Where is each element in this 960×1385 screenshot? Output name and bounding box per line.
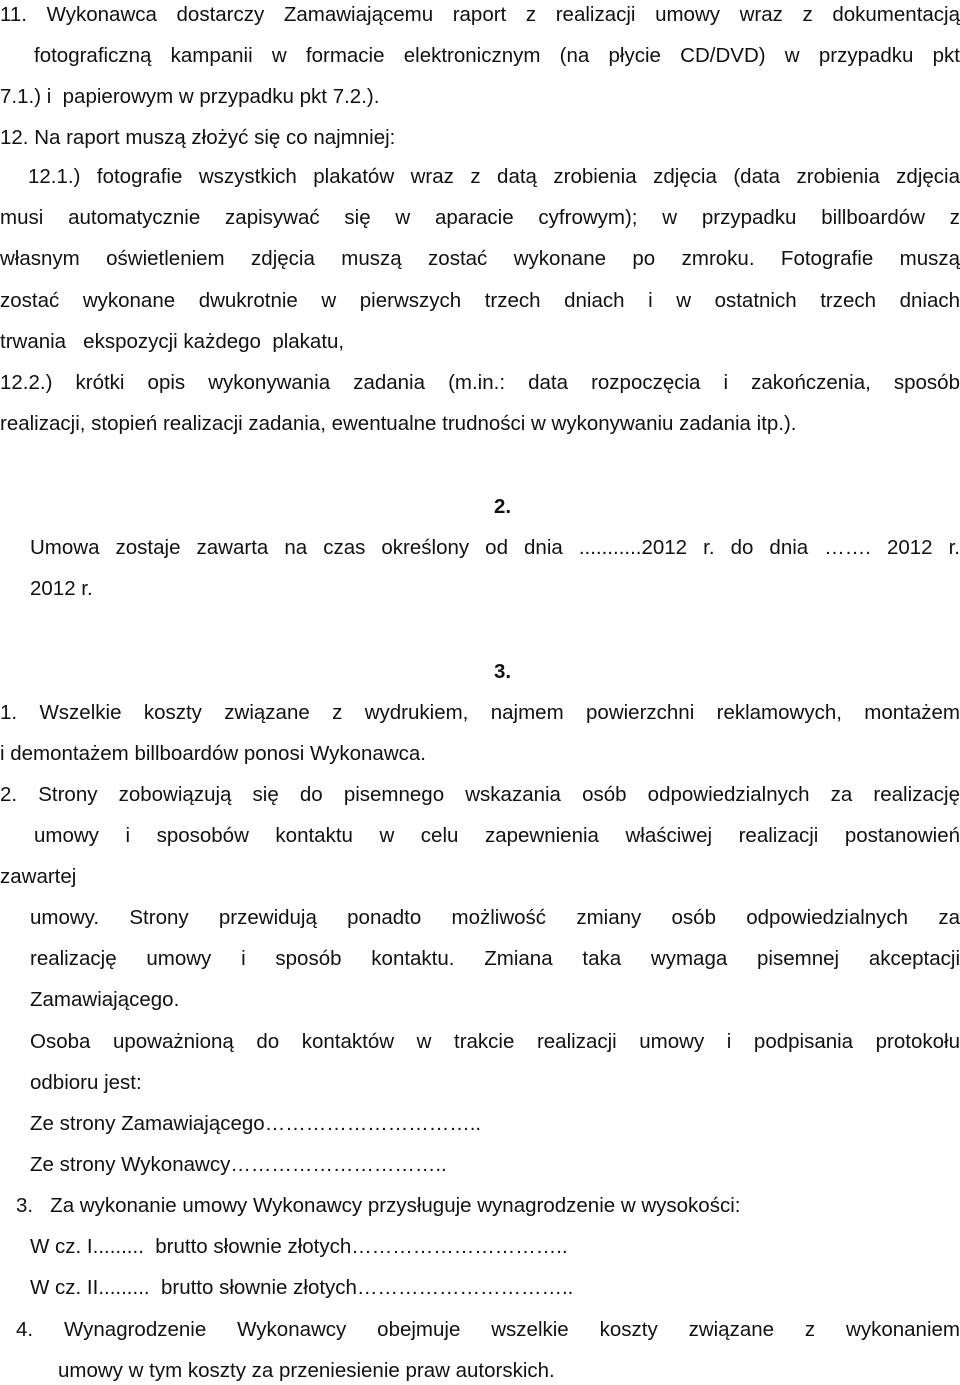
section-3-item-2-line-5: realizację umowy i sposób kontaktu. Zmiana taka wymaga pisemnej akceptacji: [30, 947, 960, 970]
section-2-heading: 2.: [494, 495, 512, 518]
remuneration-part-2: W cz. II......... brutto słownie złotych…………………………..: [30, 1276, 574, 1299]
section-3-item-2-line-1: 2. Strony zobowiązują się do pisemnego wskazania osób odpowiedzialnych za realizację: [0, 783, 960, 806]
section-3-item-3: 3. Za wykonanie umowy Wykonawcy przysługuje wynagrodzenie w wysokości:: [16, 1194, 741, 1217]
paragraph-11-line-1: 11. Wykonawca dostarczy Zamawiającemu raport z realizacji umowy wraz z dokumentacją: [0, 3, 960, 26]
section-2-text-line-1: Umowa zostaje zawarta na czas określony od dnia ...........2012 r. do dnia ……. 2012 r.: [30, 536, 960, 559]
item-12-1-line-1: 12.1.) fotografie wszystkich plakatów wraz z datą zrobienia zdjęcia (data zrobienia zdjęcia: [28, 165, 960, 188]
section-3-item-4-line-2: umowy w tym koszty za przeniesienie praw autorskich.: [58, 1359, 555, 1382]
section-3-item-2-line-2: umowy i sposobów kontaktu w celu zapewnienia właściwej realizacji postanowień: [34, 824, 960, 847]
item-12-1-line-5: trwania ekspozycji każdego plakatu,: [0, 330, 345, 353]
section-3-item-4-line-1: 4. Wynagrodzenie Wykonawcy obejmuje wszelkie koszty związane z wykonaniem: [16, 1318, 960, 1341]
section-3-item-2-line-6: Zamawiającego.: [30, 988, 180, 1011]
paragraph-11-line-2: fotograficzną kampanii w formacie elektronicznym (na płycie CD/DVD) w przypadku pkt: [34, 44, 960, 67]
item-12-1-line-3: własnym oświetleniem zdjęcia muszą zostać wykonane po zmroku. Fotografie muszą: [0, 247, 960, 270]
item-12-2-line-2: realizacji, stopień realizacji zadania, ewentualne trudności w wykonywaniu zadania itp.).: [0, 412, 797, 435]
item-12-1-line-4: zostać wykonane dwukrotnie w pierwszych trzech dniach i w ostatnich trzech dniach: [0, 289, 960, 312]
paragraph-12-heading: 12. Na raport muszą złożyć się co najmniej:: [0, 126, 396, 149]
section-3-item-1-line-2: i demontażem billboardów ponosi Wykonawca.: [0, 742, 426, 765]
section-2-text-line-2: 2012 r.: [30, 577, 93, 600]
contact-person-line-1: Osoba upoważnioną do kontaktów w trakcie realizacji umowy i podpisania protokołu: [30, 1030, 960, 1053]
remuneration-part-1: W cz. I......... brutto słownie złotych…………………………..: [30, 1235, 568, 1258]
section-3-item-2-line-4: umowy. Strony przewidują ponadto możliwość zmiany osób odpowiedzialnych za: [30, 906, 960, 929]
section-3-item-1-line-1: 1. Wszelkie koszty związane z wydrukiem, najmem powierzchni reklamowych, montażem: [0, 701, 960, 724]
item-12-2-line-1: 12.2.) krótki opis wykonywania zadania (m.in.: data rozpoczęcia i zakończenia, sposób: [0, 371, 960, 394]
contact-ordering-party: Ze strony Zamawiającego…………………………..: [30, 1112, 482, 1135]
section-3-heading: 3.: [494, 660, 512, 683]
contact-contractor: Ze strony Wykonawcy…………………………..: [30, 1153, 447, 1176]
item-12-1-line-2: musi automatycznie zapisywać się w aparacie cyfrowym); w przypadku billboardów z: [0, 206, 960, 229]
contact-person-line-2: odbioru jest:: [30, 1071, 142, 1094]
paragraph-11-line-3: 7.1.) i papierowym w przypadku pkt 7.2.).: [0, 85, 380, 108]
section-3-item-2-line-3: zawartej: [0, 865, 77, 888]
